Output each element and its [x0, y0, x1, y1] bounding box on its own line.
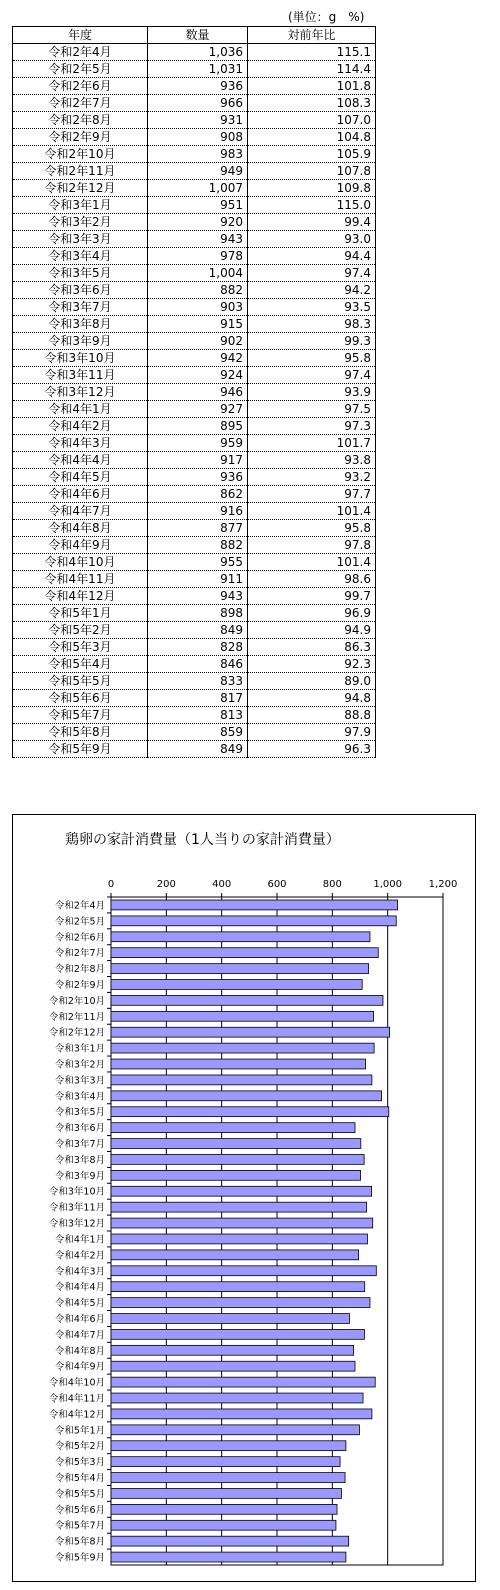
bar	[111, 980, 362, 990]
table-row	[13, 673, 376, 690]
bar	[111, 1266, 376, 1276]
table-row	[13, 707, 376, 724]
category-label: 令和4年12月	[48, 1409, 105, 1421]
cell-period: 令和5年3月	[13, 639, 148, 656]
table-row	[13, 282, 376, 299]
bar	[111, 1536, 349, 1546]
header-period: 年度	[13, 27, 148, 44]
cell-period: 令和2年10月	[13, 146, 148, 163]
cell-period: 令和4年3月	[13, 435, 148, 452]
table-row	[13, 180, 376, 197]
table-row	[13, 163, 376, 180]
cell-period: 令和3年5月	[13, 265, 148, 282]
category-label: 令和4年8月	[54, 1345, 105, 1357]
x-tick-label: 1,200	[428, 879, 458, 890]
cell-quantity: 924	[148, 367, 248, 384]
cell-quantity: 833	[148, 673, 248, 690]
table-row	[13, 435, 376, 452]
category-label: 令和3年2月	[54, 1059, 105, 1071]
cell-period: 令和2年7月	[13, 95, 148, 112]
category-label: 令和3年3月	[54, 1075, 105, 1087]
bar	[111, 1282, 365, 1292]
table-row	[13, 78, 376, 95]
bar	[111, 1139, 361, 1149]
x-tick-label: 600	[267, 879, 287, 890]
bar	[111, 948, 378, 958]
cell-yoy-ratio: 88.8	[248, 707, 376, 724]
table-row	[13, 622, 376, 639]
cell-period: 令和3年11月	[13, 367, 148, 384]
cell-period: 令和5年2月	[13, 622, 148, 639]
cell-quantity: 951	[148, 197, 248, 214]
cell-yoy-ratio: 89.0	[248, 673, 376, 690]
table-row	[13, 197, 376, 214]
category-label: 令和3年11月	[48, 1202, 105, 1214]
cell-period: 令和2年9月	[13, 129, 148, 146]
cell-yoy-ratio: 98.3	[248, 316, 376, 333]
cell-period: 令和5年8月	[13, 724, 148, 741]
category-label: 令和4年3月	[54, 1266, 105, 1278]
bar	[111, 1107, 389, 1117]
cell-quantity: 846	[148, 656, 248, 673]
cell-yoy-ratio: 99.4	[248, 214, 376, 231]
category-label: 令和3年10月	[48, 1186, 105, 1198]
cell-yoy-ratio: 96.9	[248, 605, 376, 622]
cell-period: 令和4年10月	[13, 554, 148, 571]
cell-quantity: 859	[148, 724, 248, 741]
table-row	[13, 741, 376, 758]
category-label: 令和3年12月	[48, 1218, 105, 1230]
bar	[111, 1314, 349, 1324]
cell-yoy-ratio: 107.0	[248, 112, 376, 129]
category-label: 令和2年8月	[54, 964, 105, 976]
cell-period: 令和5年9月	[13, 741, 148, 758]
cell-yoy-ratio: 93.8	[248, 452, 376, 469]
bar	[111, 1393, 363, 1403]
cell-yoy-ratio: 93.5	[248, 299, 376, 316]
cell-quantity: 931	[148, 112, 248, 129]
table-row	[13, 690, 376, 707]
table-row	[13, 350, 376, 367]
bar	[111, 1202, 367, 1212]
cell-yoy-ratio: 93.9	[248, 384, 376, 401]
cell-yoy-ratio: 92.3	[248, 656, 376, 673]
cell-quantity: 1,031	[148, 61, 248, 78]
table-row	[13, 418, 376, 435]
cell-quantity: 882	[148, 282, 248, 299]
category-label: 令和5年4月	[54, 1473, 105, 1485]
category-label: 令和3年1月	[54, 1043, 105, 1055]
chart-panel	[12, 814, 476, 1582]
category-label: 令和3年4月	[54, 1091, 105, 1103]
cell-yoy-ratio: 105.9	[248, 146, 376, 163]
bar	[111, 1250, 359, 1260]
cell-yoy-ratio: 97.5	[248, 401, 376, 418]
cell-yoy-ratio: 115.0	[248, 197, 376, 214]
x-tick-label: 1,000	[373, 879, 402, 890]
cell-quantity: 942	[148, 350, 248, 367]
bar	[111, 1425, 359, 1435]
cell-period: 令和4年8月	[13, 520, 148, 537]
bar	[111, 1123, 355, 1133]
table-row	[13, 503, 376, 520]
cell-period: 令和2年11月	[13, 163, 148, 180]
cell-period: 令和5年5月	[13, 673, 148, 690]
cell-quantity: 849	[148, 622, 248, 639]
cell-period: 令和4年1月	[13, 401, 148, 418]
cell-yoy-ratio: 101.4	[248, 503, 376, 520]
cell-quantity: 943	[148, 588, 248, 605]
bar	[111, 1377, 375, 1387]
cell-yoy-ratio: 115.1	[248, 44, 376, 61]
cell-yoy-ratio: 107.8	[248, 163, 376, 180]
cell-period: 令和2年8月	[13, 112, 148, 129]
bar	[111, 1473, 345, 1483]
bar	[111, 1409, 372, 1419]
cell-quantity: 917	[148, 452, 248, 469]
cell-yoy-ratio: 99.3	[248, 333, 376, 350]
table-body	[13, 44, 376, 758]
table-row	[13, 299, 376, 316]
category-label: 令和5年7月	[54, 1520, 105, 1532]
table-row	[13, 639, 376, 656]
table-row	[13, 571, 376, 588]
bar	[111, 1441, 346, 1451]
cell-period: 令和3年12月	[13, 384, 148, 401]
cell-period: 令和3年10月	[13, 350, 148, 367]
cell-yoy-ratio: 94.9	[248, 622, 376, 639]
category-label: 令和5年1月	[54, 1425, 105, 1437]
category-label: 令和2年7月	[54, 948, 105, 960]
table-row	[13, 316, 376, 333]
table-row	[13, 61, 376, 78]
table-row	[13, 333, 376, 350]
category-label: 令和5年6月	[54, 1504, 105, 1516]
table-row	[13, 95, 376, 112]
x-tick-label: 0	[107, 879, 115, 890]
bar	[111, 964, 369, 974]
bar	[111, 1186, 372, 1196]
x-tick-label: 800	[322, 879, 342, 890]
category-label: 令和2年9月	[54, 979, 105, 991]
category-label: 令和2年6月	[54, 932, 105, 944]
cell-period: 令和3年2月	[13, 214, 148, 231]
category-label: 令和4年2月	[54, 1250, 105, 1262]
x-tick-label: 200	[156, 879, 176, 890]
category-label: 令和3年7月	[54, 1139, 105, 1151]
bar	[111, 1552, 346, 1562]
cell-period: 令和4年6月	[13, 486, 148, 503]
category-label: 令和5年8月	[54, 1536, 105, 1548]
cell-yoy-ratio: 97.9	[248, 724, 376, 741]
bar	[111, 1234, 367, 1244]
cell-quantity: 936	[148, 78, 248, 95]
cell-quantity: 978	[148, 248, 248, 265]
category-label: 令和4年4月	[54, 1282, 105, 1294]
data-table	[12, 26, 376, 758]
bar	[111, 1345, 354, 1355]
category-label: 令和5年3月	[54, 1457, 105, 1469]
bar	[111, 1043, 374, 1053]
cell-yoy-ratio: 97.3	[248, 418, 376, 435]
cell-yoy-ratio: 94.4	[248, 248, 376, 265]
bar	[111, 1075, 372, 1085]
cell-quantity: 828	[148, 639, 248, 656]
cell-period: 令和4年9月	[13, 537, 148, 554]
bar	[111, 1504, 337, 1514]
cell-quantity: 902	[148, 333, 248, 350]
table-row	[13, 520, 376, 537]
table-row	[13, 129, 376, 146]
cell-quantity: 943	[148, 231, 248, 248]
bar-chart	[13, 815, 475, 1581]
cell-yoy-ratio: 94.2	[248, 282, 376, 299]
cell-period: 令和3年7月	[13, 299, 148, 316]
category-label: 令和3年8月	[54, 1154, 105, 1166]
category-label: 令和2年10月	[48, 995, 105, 1007]
cell-quantity: 898	[148, 605, 248, 622]
cell-yoy-ratio: 101.7	[248, 435, 376, 452]
category-label: 令和2年4月	[54, 900, 105, 912]
cell-quantity: 862	[148, 486, 248, 503]
cell-quantity: 920	[148, 214, 248, 231]
cell-period: 令和3年8月	[13, 316, 148, 333]
cell-yoy-ratio: 114.4	[248, 61, 376, 78]
table-row	[13, 265, 376, 282]
bar	[111, 1218, 373, 1228]
category-label: 令和2年12月	[48, 1027, 105, 1039]
cell-quantity: 911	[148, 571, 248, 588]
table-row	[13, 146, 376, 163]
cell-period: 令和5年7月	[13, 707, 148, 724]
cell-quantity: 983	[148, 146, 248, 163]
cell-yoy-ratio: 93.0	[248, 231, 376, 248]
cell-yoy-ratio: 94.8	[248, 690, 376, 707]
cell-period: 令和2年12月	[13, 180, 148, 197]
table-row	[13, 231, 376, 248]
cell-yoy-ratio: 101.4	[248, 554, 376, 571]
cell-yoy-ratio: 108.3	[248, 95, 376, 112]
cell-yoy-ratio: 99.7	[248, 588, 376, 605]
cell-yoy-ratio: 109.8	[248, 180, 376, 197]
table-row	[13, 656, 376, 673]
bar	[111, 1520, 336, 1530]
table-row	[13, 605, 376, 622]
bar	[111, 1091, 382, 1101]
bar	[111, 1361, 355, 1371]
cell-yoy-ratio: 97.7	[248, 486, 376, 503]
cell-quantity: 959	[148, 435, 248, 452]
bar	[111, 1298, 370, 1308]
category-label: 令和4年1月	[54, 1234, 105, 1246]
category-label: 令和4年10月	[48, 1377, 105, 1389]
cell-period: 令和4年11月	[13, 571, 148, 588]
table-row	[13, 724, 376, 741]
cell-quantity: 1,036	[148, 44, 248, 61]
category-label: 令和5年9月	[54, 1552, 105, 1564]
cell-quantity: 895	[148, 418, 248, 435]
cell-yoy-ratio: 86.3	[248, 639, 376, 656]
category-label: 令和4年7月	[54, 1329, 105, 1341]
cell-period: 令和4年4月	[13, 452, 148, 469]
table-header-row	[13, 27, 376, 44]
table-row	[13, 537, 376, 554]
cell-quantity: 817	[148, 690, 248, 707]
cell-quantity: 927	[148, 401, 248, 418]
category-label: 令和3年9月	[54, 1170, 105, 1182]
bar	[111, 995, 383, 1005]
cell-quantity: 915	[148, 316, 248, 333]
category-label: 令和2年11月	[48, 1011, 105, 1023]
category-label: 令和5年5月	[54, 1488, 105, 1500]
table-row	[13, 401, 376, 418]
header-quantity: 数量	[148, 27, 248, 44]
cell-quantity: 1,004	[148, 265, 248, 282]
cell-yoy-ratio: 95.8	[248, 520, 376, 537]
table-row	[13, 554, 376, 571]
cell-period: 令和2年6月	[13, 78, 148, 95]
cell-period: 令和3年3月	[13, 231, 148, 248]
cell-period: 令和3年1月	[13, 197, 148, 214]
category-label: 令和2年5月	[54, 916, 105, 928]
cell-yoy-ratio: 101.8	[248, 78, 376, 95]
cell-period: 令和2年4月	[13, 44, 148, 61]
cell-quantity: 916	[148, 503, 248, 520]
cell-period: 令和4年5月	[13, 469, 148, 486]
cell-quantity: 882	[148, 537, 248, 554]
header-yoy-ratio: 対前年比	[248, 27, 376, 44]
bar	[111, 1011, 374, 1021]
chart-title: 鶏卵の家計消費量（1人当りの家計消費量）	[65, 832, 340, 848]
cell-yoy-ratio: 93.2	[248, 469, 376, 486]
table-row	[13, 588, 376, 605]
cell-period: 令和2年5月	[13, 61, 148, 78]
category-label: 令和3年5月	[54, 1107, 105, 1119]
category-label: 令和4年9月	[54, 1361, 105, 1373]
cell-period: 令和3年4月	[13, 248, 148, 265]
bar	[111, 1170, 361, 1180]
table-row	[13, 486, 376, 503]
bar	[111, 1059, 366, 1069]
cell-quantity: 849	[148, 741, 248, 758]
cell-quantity: 936	[148, 469, 248, 486]
x-tick-label: 400	[212, 879, 232, 890]
table-row	[13, 367, 376, 384]
cell-quantity: 903	[148, 299, 248, 316]
bar	[111, 932, 370, 942]
cell-period: 令和4年12月	[13, 588, 148, 605]
cell-period: 令和5年6月	[13, 690, 148, 707]
bar	[111, 1488, 341, 1498]
cell-quantity: 908	[148, 129, 248, 146]
table-row	[13, 112, 376, 129]
cell-yoy-ratio: 104.8	[248, 129, 376, 146]
table-row	[13, 452, 376, 469]
bar	[111, 1329, 364, 1339]
cell-period: 令和4年2月	[13, 418, 148, 435]
cell-quantity: 966	[148, 95, 248, 112]
cell-yoy-ratio: 97.4	[248, 367, 376, 384]
cell-yoy-ratio: 96.3	[248, 741, 376, 758]
cell-period: 令和3年9月	[13, 333, 148, 350]
category-label: 令和5年2月	[54, 1441, 105, 1453]
category-label: 令和4年11月	[48, 1393, 105, 1405]
cell-yoy-ratio: 97.4	[248, 265, 376, 282]
cell-period: 令和5年4月	[13, 656, 148, 673]
table-row	[13, 384, 376, 401]
bar	[111, 1457, 340, 1467]
cell-yoy-ratio: 95.8	[248, 350, 376, 367]
cell-quantity: 877	[148, 520, 248, 537]
cell-quantity: 946	[148, 384, 248, 401]
cell-quantity: 813	[148, 707, 248, 724]
table-row	[13, 469, 376, 486]
category-label: 令和4年6月	[54, 1313, 105, 1325]
bar	[111, 1027, 390, 1037]
bar	[111, 900, 398, 910]
cell-yoy-ratio: 98.6	[248, 571, 376, 588]
table-row	[13, 214, 376, 231]
cell-yoy-ratio: 97.8	[248, 537, 376, 554]
cell-quantity: 1,007	[148, 180, 248, 197]
table-row	[13, 44, 376, 61]
table-row	[13, 248, 376, 265]
cell-quantity: 949	[148, 163, 248, 180]
unit-label: (単位：g %)	[288, 10, 365, 24]
cell-quantity: 955	[148, 554, 248, 571]
category-label: 令和4年5月	[54, 1298, 105, 1310]
category-label: 令和3年6月	[54, 1123, 105, 1135]
cell-period: 令和4年7月	[13, 503, 148, 520]
cell-period: 令和5年1月	[13, 605, 148, 622]
bar	[111, 916, 396, 926]
bar	[111, 1154, 364, 1164]
cell-period: 令和3年6月	[13, 282, 148, 299]
